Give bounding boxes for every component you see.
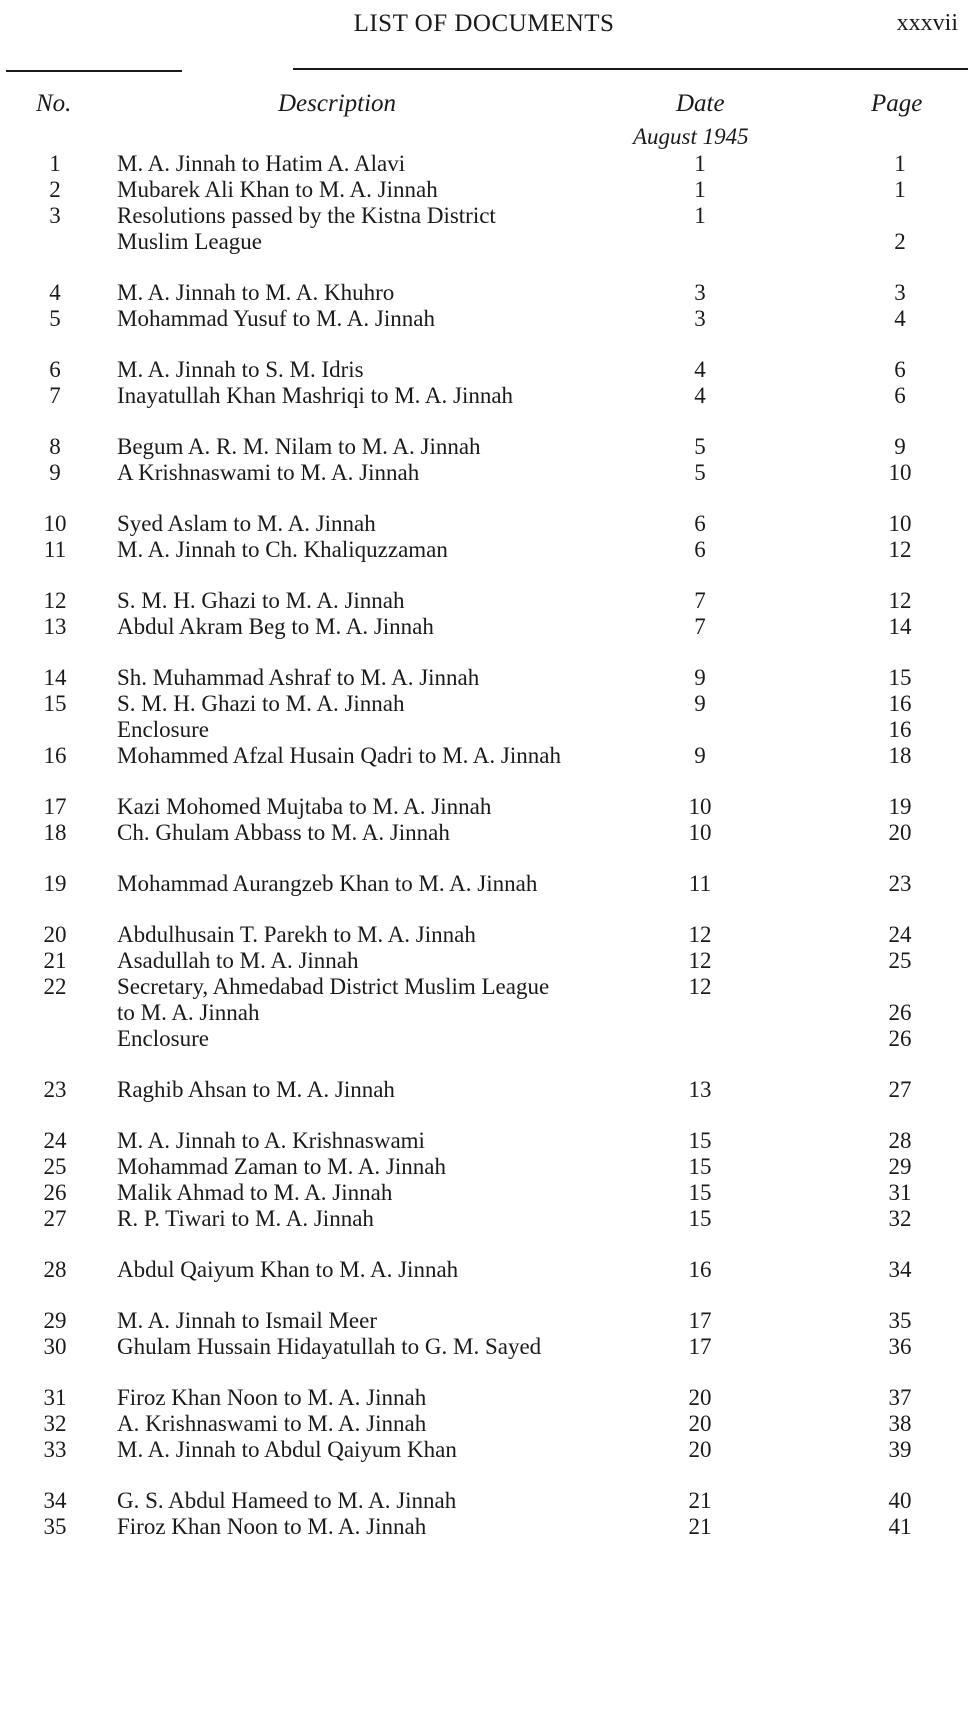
entry-description: M. A. Jinnah to A. Krishnaswami bbox=[117, 1128, 425, 1153]
entry-date: 17 bbox=[688, 1334, 712, 1359]
document-entry bbox=[0, 1204, 968, 1234]
entry-date: 10 bbox=[688, 794, 712, 819]
entry-description: Abdul Qaiyum Khan to M. A. Jinnah bbox=[117, 1257, 459, 1282]
entry-description: Secretary, Ahmedabad District Muslim League bbox=[117, 974, 550, 999]
entry-page: 37 bbox=[888, 1385, 912, 1410]
column-header-date: Date bbox=[676, 90, 725, 117]
entry-description: G. S. Abdul Hameed to M. A. Jinnah bbox=[117, 1488, 457, 1513]
entry-description: Abdulhusain T. Parekh to M. A. Jinnah bbox=[117, 922, 476, 947]
entry-number: 34 bbox=[43, 1488, 67, 1513]
entry-number: 9 bbox=[49, 460, 61, 485]
entry-description: R. P. Tiwari to M. A. Jinnah bbox=[117, 1206, 374, 1231]
entry-number: 26 bbox=[43, 1180, 67, 1205]
entry-date: 16 bbox=[688, 1257, 712, 1282]
entry-page: 12 bbox=[888, 588, 912, 613]
entry-date: 17 bbox=[688, 1308, 712, 1333]
entry-date: 15 bbox=[688, 1154, 712, 1179]
entry-date: 4 bbox=[694, 357, 706, 382]
entry-page: 29 bbox=[888, 1154, 912, 1179]
document-entry bbox=[0, 1435, 968, 1465]
entry-number: 21 bbox=[43, 948, 67, 973]
entry-description: Muslim League bbox=[117, 229, 262, 254]
entry-number: 3 bbox=[49, 203, 61, 228]
entry-description: M. A. Jinnah to Ch. Khaliquzzaman bbox=[117, 537, 448, 562]
entry-date: 15 bbox=[688, 1206, 712, 1231]
entry-number: 24 bbox=[43, 1128, 67, 1153]
document-entry bbox=[0, 869, 968, 899]
entry-number: 30 bbox=[43, 1334, 67, 1359]
month-label: August 1945 bbox=[633, 124, 749, 149]
entry-number: 32 bbox=[43, 1411, 67, 1436]
document-entry bbox=[0, 535, 968, 565]
entry-date: 15 bbox=[688, 1180, 712, 1205]
entry-date: 21 bbox=[688, 1488, 712, 1513]
entry-page: 40 bbox=[888, 1488, 912, 1513]
entry-date: 12 bbox=[688, 974, 712, 999]
entry-number: 23 bbox=[43, 1077, 67, 1102]
entry-date: 1 bbox=[694, 177, 706, 202]
entry-description: Ghulam Hussain Hidayatullah to G. M. Sayed bbox=[117, 1334, 542, 1359]
entry-number: 19 bbox=[43, 871, 67, 896]
document-entry bbox=[0, 1024, 968, 1054]
entry-page: 20 bbox=[888, 820, 912, 845]
entry-description: Resolutions passed by the Kistna District bbox=[117, 203, 496, 228]
entry-page: 18 bbox=[888, 743, 912, 768]
document-entry bbox=[0, 612, 968, 642]
entry-number: 11 bbox=[43, 537, 67, 562]
entry-description: A. Krishnaswami to M. A. Jinnah bbox=[117, 1411, 427, 1436]
entry-number: 7 bbox=[49, 383, 61, 408]
entry-number: 22 bbox=[43, 974, 67, 999]
entry-page: 6 bbox=[894, 383, 906, 408]
entry-date: 7 bbox=[694, 588, 706, 613]
entry-description: Asadullah to M. A. Jinnah bbox=[117, 948, 359, 973]
document-entry bbox=[0, 227, 968, 257]
entry-number: 33 bbox=[43, 1437, 67, 1462]
entry-description: Begum A. R. M. Nilam to M. A. Jinnah bbox=[117, 434, 481, 459]
entry-date: 13 bbox=[688, 1077, 712, 1102]
column-header-no: No. bbox=[36, 90, 72, 117]
entry-page: 34 bbox=[888, 1257, 912, 1282]
entry-date: 5 bbox=[694, 460, 706, 485]
entry-date: 15 bbox=[688, 1128, 712, 1153]
entry-page: 3 bbox=[894, 280, 906, 305]
entry-description: Ch. Ghulam Abbass to M. A. Jinnah bbox=[117, 820, 450, 845]
entry-number: 17 bbox=[43, 794, 67, 819]
entry-date: 5 bbox=[694, 434, 706, 459]
entry-number: 28 bbox=[43, 1257, 67, 1282]
entry-number: 18 bbox=[43, 820, 67, 845]
entry-description: M. A. Jinnah to Hatim A. Alavi bbox=[117, 151, 406, 176]
column-header-description: Description bbox=[278, 90, 397, 117]
entry-page: 6 bbox=[894, 357, 906, 382]
entry-page: 25 bbox=[888, 948, 912, 973]
entry-number: 12 bbox=[43, 588, 67, 613]
document-entry bbox=[0, 1512, 968, 1542]
entry-number: 35 bbox=[43, 1514, 67, 1539]
entry-number: 27 bbox=[43, 1206, 67, 1231]
entry-number: 20 bbox=[43, 922, 67, 947]
entry-date: 21 bbox=[688, 1514, 712, 1539]
document-entry bbox=[0, 304, 968, 334]
entry-description: Firoz Khan Noon to M. A. Jinnah bbox=[117, 1514, 427, 1539]
entry-number: 10 bbox=[43, 511, 67, 536]
entry-description: A Krishnaswami to M. A. Jinnah bbox=[117, 460, 420, 485]
entry-description: Mubarek Ali Khan to M. A. Jinnah bbox=[117, 177, 438, 202]
entry-description: Firoz Khan Noon to M. A. Jinnah bbox=[117, 1385, 427, 1410]
entry-date: 10 bbox=[688, 820, 712, 845]
entry-page: 19 bbox=[888, 794, 912, 819]
entry-date: 6 bbox=[694, 537, 706, 562]
entry-description: M. A. Jinnah to S. M. Idris bbox=[117, 357, 364, 382]
entry-description: Enclosure bbox=[117, 717, 209, 742]
entry-date: 3 bbox=[694, 306, 706, 331]
entry-description: Syed Aslam to M. A. Jinnah bbox=[117, 511, 376, 536]
entry-date: 9 bbox=[694, 743, 706, 768]
entry-page: 39 bbox=[888, 1437, 912, 1462]
entry-page: 32 bbox=[888, 1206, 912, 1231]
entry-page: 35 bbox=[888, 1308, 912, 1333]
entry-number: 31 bbox=[43, 1385, 67, 1410]
entry-description: S. M. H. Ghazi to M. A. Jinnah bbox=[117, 588, 405, 613]
header-rule-left bbox=[6, 70, 182, 72]
document-entry bbox=[0, 741, 968, 771]
entry-description: M. A. Jinnah to Abdul Qaiyum Khan bbox=[117, 1437, 457, 1462]
entry-date: 11 bbox=[688, 871, 712, 896]
entry-description: Abdul Akram Beg to M. A. Jinnah bbox=[117, 614, 434, 639]
running-title: LIST OF DOCUMENTS bbox=[353, 10, 615, 37]
entry-date: 7 bbox=[694, 614, 706, 639]
entry-number: 14 bbox=[43, 665, 67, 690]
entry-page: 41 bbox=[888, 1514, 912, 1539]
entry-date: 6 bbox=[694, 511, 706, 536]
entry-page: 26 bbox=[888, 1026, 912, 1051]
header-rule-right bbox=[293, 68, 968, 70]
entry-number: 25 bbox=[43, 1154, 67, 1179]
entry-page: 10 bbox=[888, 511, 912, 536]
entry-date: 12 bbox=[688, 922, 712, 947]
document-entry bbox=[0, 458, 968, 488]
entry-description: Raghib Ahsan to M. A. Jinnah bbox=[117, 1077, 395, 1102]
entry-page: 38 bbox=[888, 1411, 912, 1436]
entry-page: 36 bbox=[888, 1334, 912, 1359]
entry-description: Mohammed Afzal Husain Qadri to M. A. Jinnah bbox=[117, 743, 561, 768]
entry-page: 12 bbox=[888, 537, 912, 562]
entry-number: 6 bbox=[49, 357, 61, 382]
entry-date: 4 bbox=[694, 383, 706, 408]
entry-description: Malik Ahmad to M. A. Jinnah bbox=[117, 1180, 393, 1205]
entry-date: 9 bbox=[694, 691, 706, 716]
entry-page: 1 bbox=[894, 177, 906, 202]
document-entry bbox=[0, 1255, 968, 1285]
document-entry bbox=[0, 1332, 968, 1362]
document-entry bbox=[0, 1075, 968, 1105]
entry-number: 29 bbox=[43, 1308, 67, 1333]
page-number: xxxvii bbox=[896, 10, 958, 36]
entry-description: Mohammad Aurangzeb Khan to M. A. Jinnah bbox=[117, 871, 538, 896]
entry-number: 16 bbox=[43, 743, 67, 768]
entry-date: 3 bbox=[694, 280, 706, 305]
entry-description: Enclosure bbox=[117, 1026, 209, 1051]
entry-number: 1 bbox=[49, 151, 61, 176]
entry-date: 20 bbox=[688, 1437, 712, 1462]
entry-page: 2 bbox=[894, 229, 906, 254]
document-entry bbox=[0, 818, 968, 848]
entry-number: 2 bbox=[49, 177, 61, 202]
entry-page: 16 bbox=[888, 717, 912, 742]
entry-number: 4 bbox=[49, 280, 61, 305]
entry-page: 14 bbox=[888, 614, 912, 639]
entry-date: 1 bbox=[694, 151, 706, 176]
entry-page: 28 bbox=[888, 1128, 912, 1153]
document-entry bbox=[0, 381, 968, 411]
entry-page: 27 bbox=[888, 1077, 912, 1102]
entry-description: Sh. Muhammad Ashraf to M. A. Jinnah bbox=[117, 665, 480, 690]
entry-description: Inayatullah Khan Mashriqi to M. A. Jinnah bbox=[117, 383, 514, 408]
entry-description: to M. A. Jinnah bbox=[117, 1000, 260, 1025]
entry-description: M. A. Jinnah to Ismail Meer bbox=[117, 1308, 377, 1333]
entry-page: 4 bbox=[894, 306, 906, 331]
entry-description: S. M. H. Ghazi to M. A. Jinnah bbox=[117, 691, 405, 716]
entry-description: M. A. Jinnah to M. A. Khuhro bbox=[117, 280, 395, 305]
entry-description: Mohammad Zaman to M. A. Jinnah bbox=[117, 1154, 446, 1179]
entry-description: Kazi Mohomed Mujtaba to M. A. Jinnah bbox=[117, 794, 492, 819]
entry-page: 31 bbox=[888, 1180, 912, 1205]
entry-page: 1 bbox=[894, 151, 906, 176]
entry-number: 15 bbox=[43, 691, 67, 716]
entry-number: 8 bbox=[49, 434, 61, 459]
entry-page: 16 bbox=[888, 691, 912, 716]
entry-number: 5 bbox=[49, 306, 61, 331]
entry-page: 24 bbox=[888, 922, 912, 947]
entry-date: 9 bbox=[694, 665, 706, 690]
entry-page: 23 bbox=[888, 871, 912, 896]
entry-page: 9 bbox=[894, 434, 906, 459]
column-header-page: Page bbox=[871, 90, 923, 117]
entry-page: 26 bbox=[888, 1000, 912, 1025]
entry-page: 10 bbox=[888, 460, 912, 485]
entry-description: Mohammad Yusuf to M. A. Jinnah bbox=[117, 306, 435, 331]
entry-date: 20 bbox=[688, 1385, 712, 1410]
entry-date: 12 bbox=[688, 948, 712, 973]
entry-date: 20 bbox=[688, 1411, 712, 1436]
entry-page: 15 bbox=[888, 665, 912, 690]
entry-number: 13 bbox=[43, 614, 67, 639]
entry-date: 1 bbox=[694, 203, 706, 228]
